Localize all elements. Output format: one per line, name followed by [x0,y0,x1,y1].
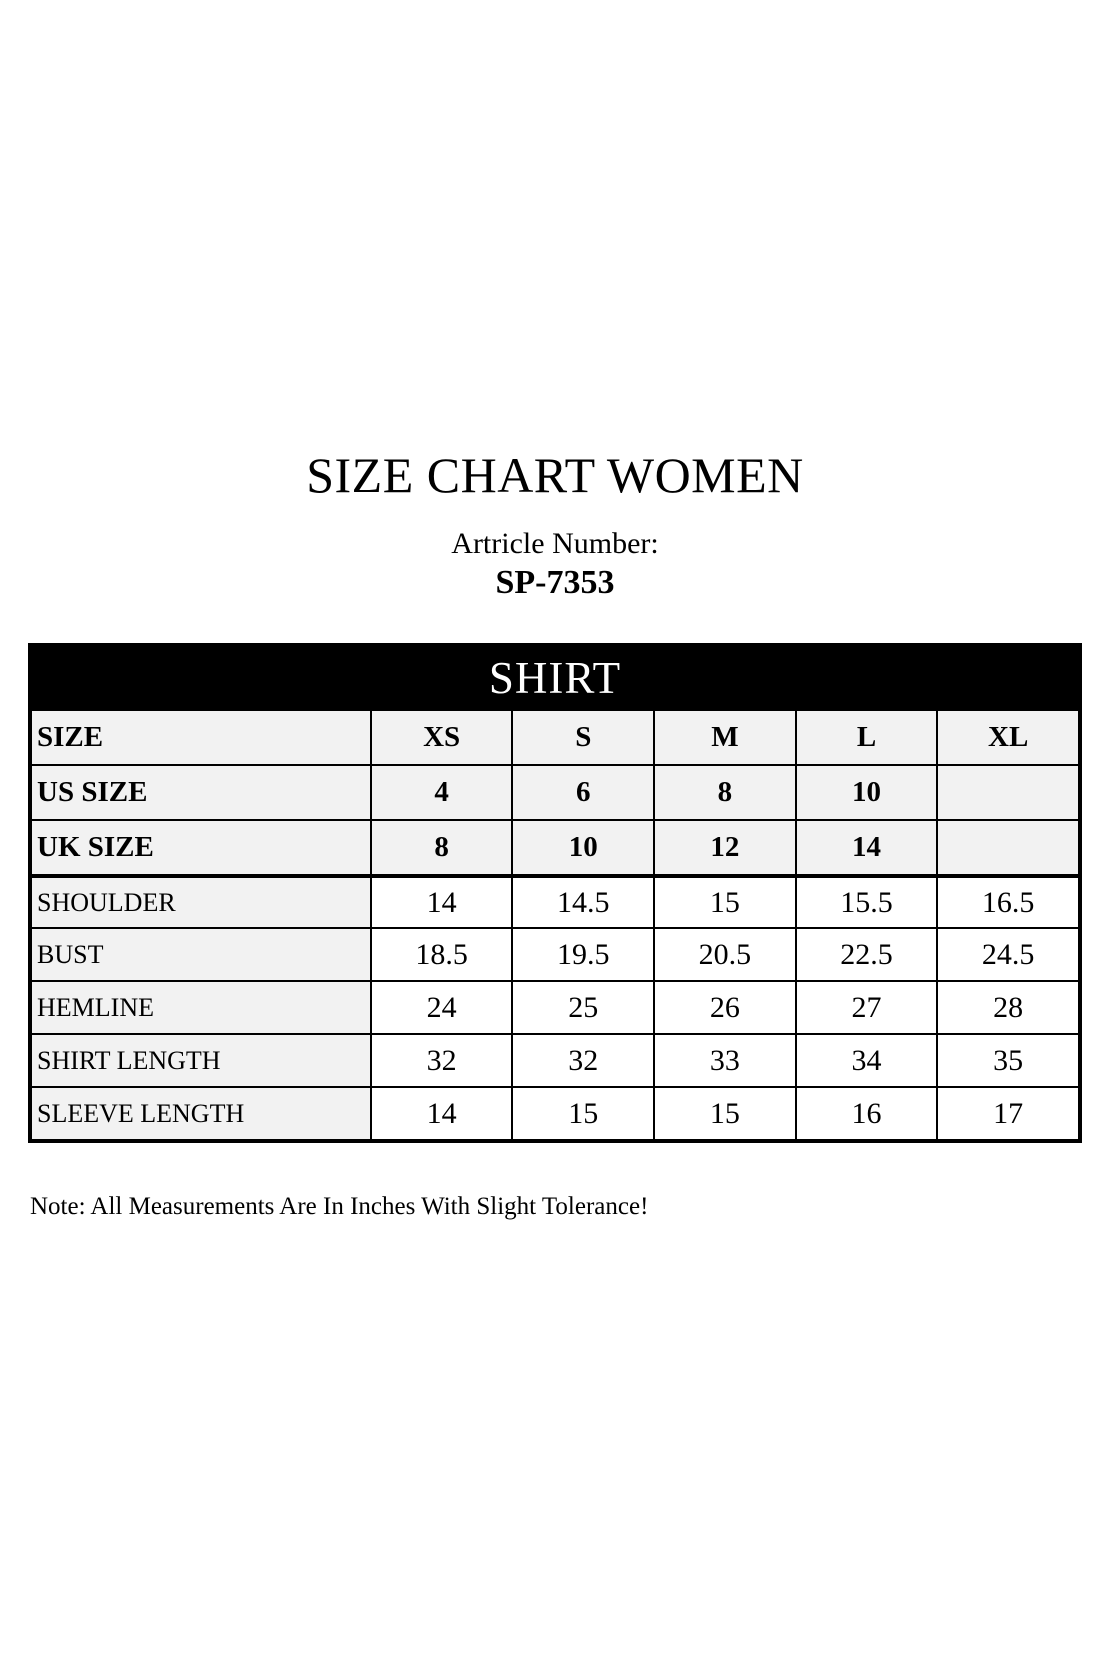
shoulder-value: 14.5 [511,878,653,927]
page-title: SIZE CHART WOMEN [306,447,804,503]
table-row-shirt-length [32,1033,1078,1086]
bust-value: 20.5 [653,929,795,980]
uk-size-value: 14 [795,821,937,874]
sleeve-length-value: 15 [653,1088,795,1139]
size-col-header-l: L [795,711,937,764]
shirt-length-value: 35 [936,1035,1078,1086]
hemline-value: 26 [653,982,795,1033]
us-size-value: 6 [511,766,653,819]
bust-value: 19.5 [511,929,653,980]
shoulder-value: 15.5 [795,878,937,927]
hemline-value: 25 [511,982,653,1033]
uk-size-value: 12 [653,821,795,874]
shirt-length-value: 34 [795,1035,937,1086]
row-label-uk-size: UK SIZE [32,821,370,874]
size-col-header-xl: XL [936,711,1078,764]
us-size-value: 4 [370,766,512,819]
article-number-value: SP-7353 [495,564,615,601]
uk-size-value: 10 [511,821,653,874]
shoulder-value: 16.5 [936,878,1078,927]
sleeve-length-value: 16 [795,1088,937,1139]
bust-value: 24.5 [936,929,1078,980]
row-label-sleeve-length: SLEEVE LENGTH [32,1088,370,1139]
table-row-size-header [32,709,1078,764]
shirt-length-value: 32 [370,1035,512,1086]
us-size-value: 10 [795,766,937,819]
table-row-uk-size [32,819,1078,874]
size-chart-table [28,643,1082,1143]
uk-size-value-empty [936,821,1078,874]
uk-size-value: 8 [370,821,512,874]
row-label-hemline: HEMLINE [32,982,370,1033]
table-row-sleeve-length [32,1086,1078,1139]
table-row-bust [32,927,1078,980]
row-label-bust: BUST [32,929,370,980]
article-number-label: Artricle Number: [451,527,659,560]
sleeve-length-value: 17 [936,1088,1078,1139]
row-label-us-size: US SIZE [32,766,370,819]
measurement-note: Note: All Measurements Are In Inches With Slight Tolerance! [30,1193,649,1220]
table-row-shoulder [32,874,1078,927]
shirt-length-value: 33 [653,1035,795,1086]
row-label-shoulder: SHOULDER [32,878,370,927]
bust-value: 22.5 [795,929,937,980]
size-col-header-m: M [653,711,795,764]
us-size-value: 8 [653,766,795,819]
table-row-hemline [32,980,1078,1033]
row-label-size: SIZE [32,711,370,764]
size-col-header-xs: XS [370,711,512,764]
table-row-us-size [32,764,1078,819]
shoulder-value: 15 [653,878,795,927]
hemline-value: 24 [370,982,512,1033]
sleeve-length-value: 15 [511,1088,653,1139]
shoulder-value: 14 [370,878,512,927]
size-col-header-s: S [511,711,653,764]
hemline-value: 27 [795,982,937,1033]
row-label-shirt-length: SHIRT LENGTH [32,1035,370,1086]
us-size-value-empty [936,766,1078,819]
table-caption: SHIRT [32,647,1078,709]
sleeve-length-value: 14 [370,1088,512,1139]
hemline-value: 28 [936,982,1078,1033]
bust-value: 18.5 [370,929,512,980]
shirt-length-value: 32 [511,1035,653,1086]
